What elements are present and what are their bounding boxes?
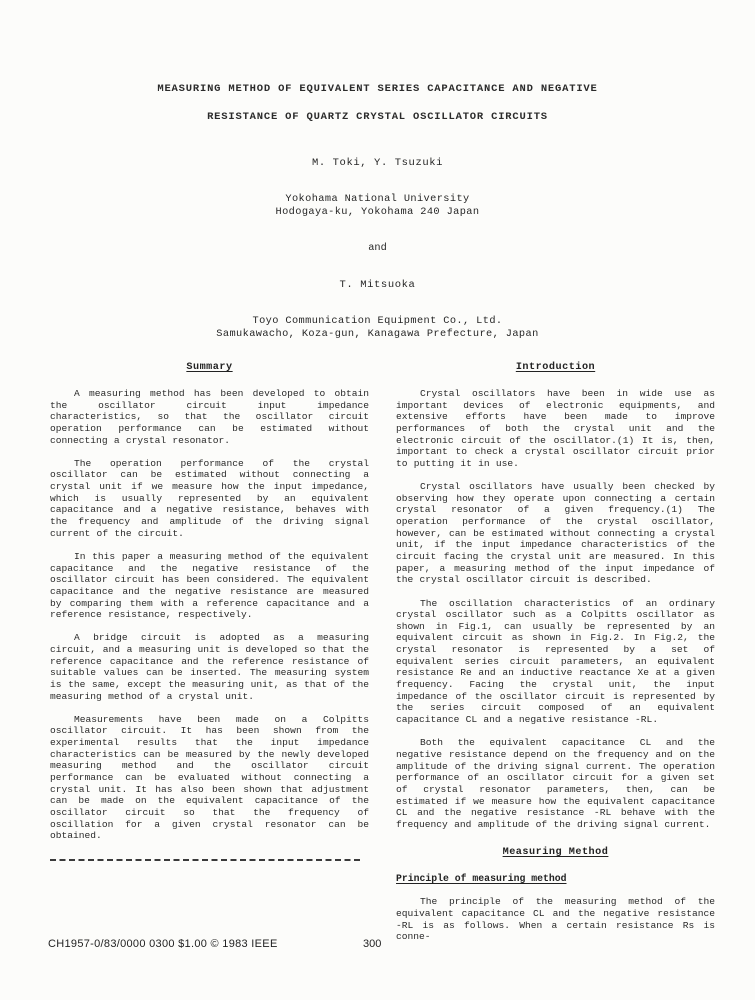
affiliation2-line1: Toyo Communication Equipment Co., Ltd. xyxy=(252,315,503,327)
introduction-paragraph: Both the equivalent capacitance CL and the negative resistance depend on the frequency and on the amplitude of the driving signal current. The operation performance of an oscillator circuit for a given set of crystal resonator parameters, then, can be estimated if we measure how the equivalent capacitance CL and the negative resistance -RL behave with the frequency and amplitude of the driving signal current. xyxy=(396,737,715,830)
principle-subheading: Principle of measuring method xyxy=(396,873,567,885)
summary-paragraph: Measurements have been made on a Colpitts oscillator circuit. It has been shown from the experimental results that the input impedance characteristics can be measured by the newly developed measuring method and the oscillator circuit performance can be evaluated without connecting a crystal unit. It has also been shown that adjustment can be made on the equivalent capacitance of the oscillator circuit so that the frequency of oscillation for a given crystal resonator can be obtained. xyxy=(50,713,369,842)
author-connector: and xyxy=(368,242,387,254)
summary-paragraph: A measuring method has been developed to obtain the oscillator circuit input impedance characteristics, so that the oscillator circuit operation performance can be estimated without connecting a crystal resonator. xyxy=(50,388,369,446)
authors: M. Toki, Y. Tsuzuki xyxy=(311,157,444,169)
summary-paragraph: In this paper a measuring method of the equivalent capacitance and the negative resistance of the oscillator circuit has been considered. The equivalent capacitance and the negative resistance are measured by comparing them with a reference capacitance and a reference resistance, respectively. xyxy=(50,550,369,621)
affiliation2-line2: Samukawacho, Koza-gun, Kanagawa Prefecture, Japan xyxy=(216,328,539,340)
introduction-paragraph: The oscillation characteristics of an ordinary crystal oscillator such as a Colpitts oscillator as shown in Fig.1, can usually be represented by an equivalent circuit as shown in Fig.2. In Fig.2, the crystal resonator is represented by a set of equivalent series circuit parameters, an equivalent resistance Re and an inductive reactance Xe at a given frequency. Facing the crystal unit, the input impedance of the oscillator circuit is represented by the series circuit composed of an equivalent capacitance CL and a negative resistance -RL. xyxy=(396,597,715,726)
summary-paragraph: The operation performance of the crystal oscillator can be estimated without connecting a crystal unit if we measure how the input impedance, which is usually represented by an equivalent capacitance and a negative resistance, behaves with the frequency and amplitude of the driving signal current of the circuit. xyxy=(50,457,369,539)
page-number: 300 xyxy=(363,938,382,950)
measuring-method-paragraph: The principle of the measuring method of the equivalent capacitance CL and the negative resistance -RL is as follows. When a certain resistance Rs is conne- xyxy=(396,896,715,943)
left-column xyxy=(50,362,369,943)
summary-paragraph: A bridge circuit is adopted as a measuring circuit, and a measuring unit is developed so that the reference capacitance and the reference resistance of suitable values can be inserted. The measuring system is the same, except the measuring unit, as that of the measuring method of a crystal unit. xyxy=(50,632,369,702)
right-column xyxy=(396,362,715,943)
introduction-heading: Introduction xyxy=(515,362,596,373)
paper-title-line-1: MEASURING METHOD OF EQUIVALENT SERIES CAPACITANCE AND NEGATIVE xyxy=(157,83,598,95)
measuring-method-heading: Measuring Method xyxy=(502,847,609,859)
summary-heading: Summary xyxy=(186,362,233,373)
footnote-separator xyxy=(50,859,362,861)
copyright-line: CH1957-0/83/0000 0300 $1.00 © 1983 IEEE xyxy=(48,938,278,950)
paper-title-line-2: RESISTANCE OF QUARTZ CRYSTAL OSCILLATOR CIRCUITS xyxy=(207,111,548,123)
affiliation1-line2: Hodogaya-ku, Yokohama 240 Japan xyxy=(275,206,480,218)
introduction-paragraph: Crystal oscillators have been in wide use as important devices of electronic equipments, and extensive efforts have been made to improve performances of both the crystal unit and the electronic circuit of the oscillator.(1) It is, then, important to check a crystal oscillator circuit prior to putting it in use. xyxy=(396,388,715,469)
introduction-paragraph: Crystal oscillators have usually been checked by observing how they operate upon connecting a certain crystal resonator of a given frequency.(1) The operation performance of the crystal oscillator, however, can be estimated without connecting a crystal unit, if the input impedance characteristics of the circuit facing the crystal unit are measured. In this paper, a measuring method of the input impedance of the crystal oscillator circuit is described. xyxy=(396,481,715,586)
paper-header xyxy=(0,83,755,341)
two-column-body xyxy=(50,362,716,943)
affiliation1-line1: Yokohama National University xyxy=(285,193,470,205)
author2: T. Mitsuoka xyxy=(339,279,416,291)
